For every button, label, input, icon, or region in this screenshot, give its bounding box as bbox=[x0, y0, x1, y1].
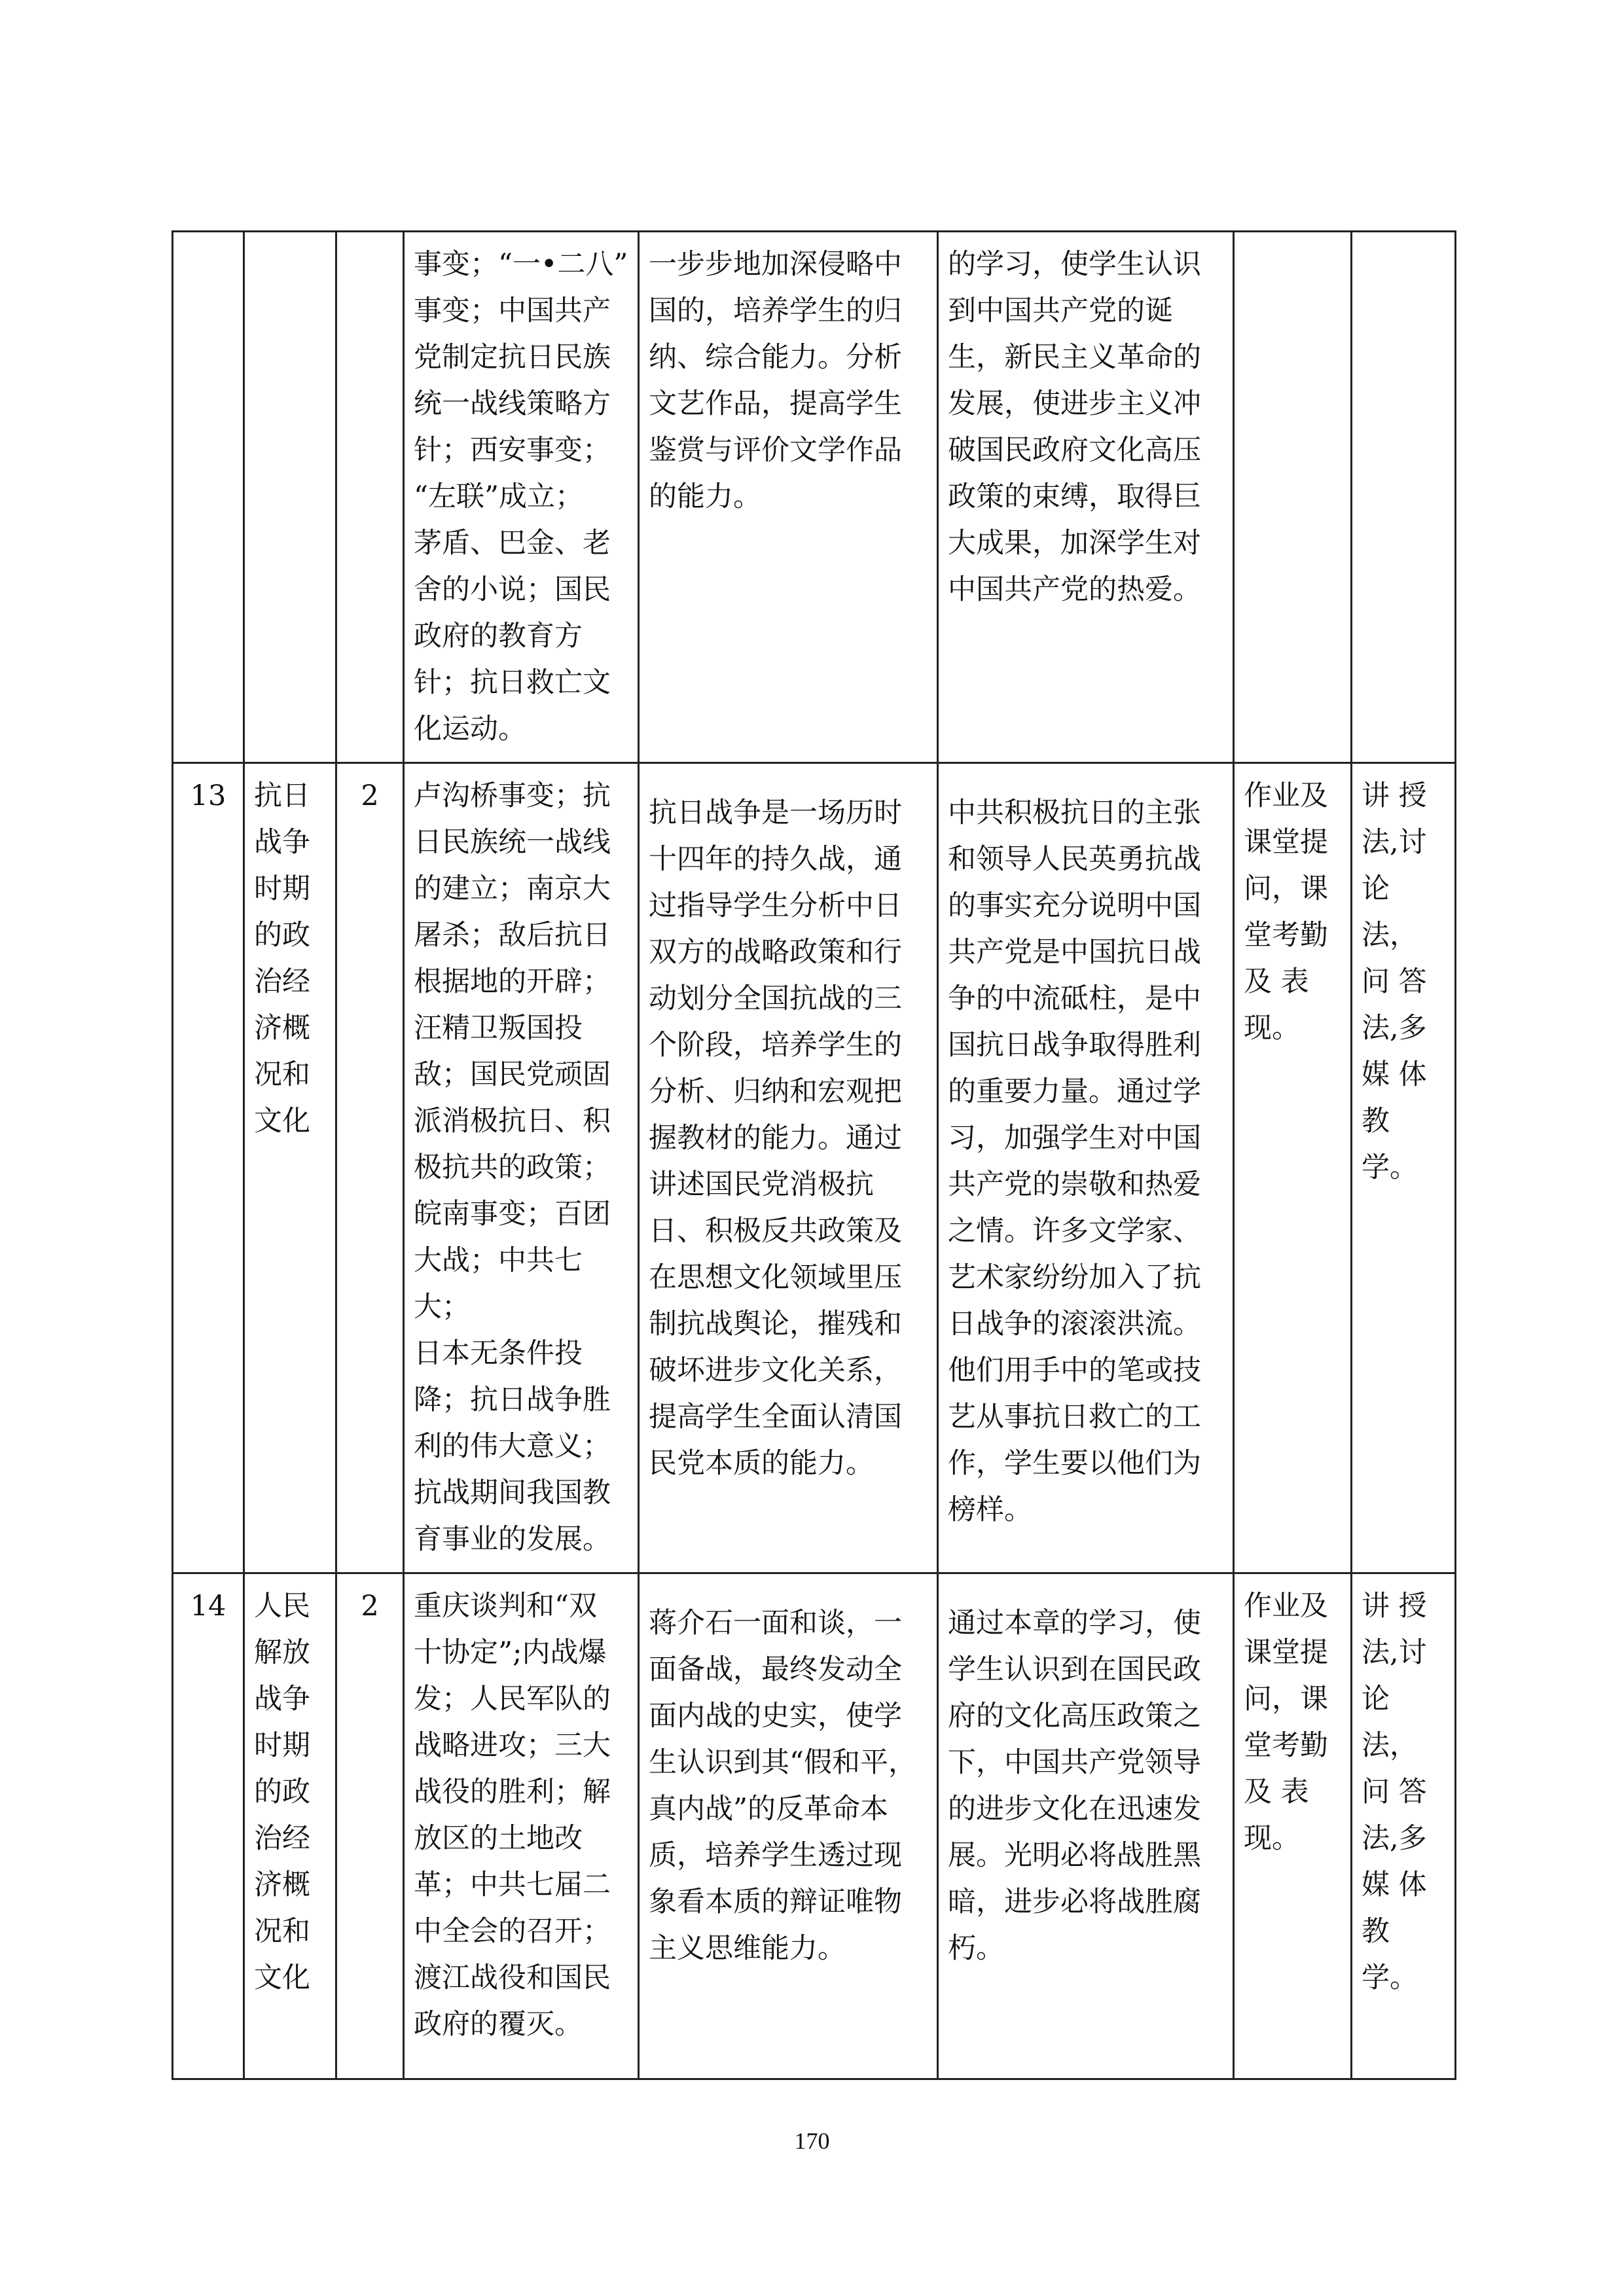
assessment-cell bbox=[1234, 232, 1352, 763]
table-row bbox=[173, 232, 1456, 763]
row-number-cell bbox=[173, 232, 244, 763]
class-hours-cell: 2 bbox=[336, 763, 404, 1573]
teaching-method-cell bbox=[1352, 232, 1456, 763]
chapter-topic-cell: 抗日 战争 时期 的政 治经 济概 况和 文化 bbox=[244, 763, 336, 1573]
ideological-goal-cell: 通过本章的学习，使 学生认识到在国民政 府的文化高压政策之 下，中国共产党领导 的进步文化在迅速发 展。光明必将战胜黑 暗，进步必将战胜腐 朽。 bbox=[938, 1573, 1234, 2079]
class-hours-cell bbox=[336, 232, 404, 763]
teaching-content-cell: 事变；“一•二八” 事变；中国共产 党制定抗日民族 统一战线策略方 针；西安事变； “左联”成立； 茅盾、巴金、老 舍的小说；国民 政府的教育方 针；抗日救亡文 化运动。 bbox=[404, 232, 639, 763]
teaching-content-cell: 重庆谈判和“双 十协定”;内战爆 发；人民军队的 战略进攻；三大 战役的胜利；解 放区的土地改 革；中共七届二 中全会的召开； 渡江战役和国民 政府的覆灭。 bbox=[404, 1573, 639, 2079]
chapter-topic-cell: 人民 解放 战争 时期 的政 治经 济概 况和 文化 bbox=[244, 1573, 336, 2079]
teaching-goal-cell: 抗日战争是一场历时 十四年的持久战，通 过指导学生分析中日 双方的战略政策和行 动划分全国抗战的三 个阶段，培养学生的 分析、归纳和宏观把 握教材的能力。通过 讲述国民党消极抗 日、积极反共政策及 在思想文化领域里压 制抗战舆论，摧残和 破坏进步文化关系， 提高学生全面认清国 民党本质的能力。 bbox=[639, 763, 938, 1573]
row-number-cell: 14 bbox=[173, 1573, 244, 2079]
teaching-method-cell: 讲 授 法,讨 论法， 问 答 法,多 媒 体 教学。 bbox=[1352, 1573, 1456, 2079]
table-row bbox=[173, 1573, 1456, 2079]
class-hours-cell: 2 bbox=[336, 1573, 404, 2079]
ideological-goal-cell: 的学习，使学生认识 到中国共产党的诞 生，新民主义革命的 发展，使进步主义冲 破国民政府文化高压 政策的束缚，取得巨 大成果，加深学生对 中国共产党的热爱。 bbox=[938, 232, 1234, 763]
teaching-goal-cell: 蒋介石一面和谈，一 面备战，最终发动全 面内战的史实，使学 生认识到其“假和平， 真内战”的反革命本 质，培养学生透过现 象看本质的辩证唯物 主义思维能力。 bbox=[639, 1573, 938, 2079]
chapter-topic-cell bbox=[244, 232, 336, 763]
row-number-cell: 13 bbox=[173, 763, 244, 1573]
table-row bbox=[173, 763, 1456, 1573]
syllabus-table bbox=[171, 230, 1456, 2080]
teaching-goal-cell: 一步步地加深侵略中 国的，培养学生的归 纳、综合能力。分析 文艺作品，提高学生 鉴赏与评价文学作品 的能力。 bbox=[639, 232, 938, 763]
ideological-goal-cell: 中共积极抗日的主张 和领导人民英勇抗战 的事实充分说明中国 共产党是中国抗日战 争的中流砥柱，是中 国抗日战争取得胜利 的重要力量。通过学 习，加强学生对中国 共产党的崇敬和热爱 之情。许多文学家、 艺术家纷纷加入了抗 日战争的滚滚洪流。 他们用手中的笔或技 艺从事抗日救亡的工 作，学生要以他们为 榜样。 bbox=[938, 763, 1234, 1573]
teaching-method-cell: 讲 授 法,讨 论法， 问 答 法,多 媒 体 教学。 bbox=[1352, 763, 1456, 1573]
page-number: 170 bbox=[794, 2128, 830, 2154]
assessment-cell: 作业及 课堂提 问，课 堂考勤 及 表 现。 bbox=[1234, 1573, 1352, 2079]
teaching-content-cell: 卢沟桥事变；抗 日民族统一战线 的建立；南京大 屠杀；敌后抗日 根据地的开辟； 汪精卫叛国投 敌；国民党顽固 派消极抗日、积 极抗共的政策； 皖南事变；百团 大战；中共七大； 日本无条件投 降；抗日战争胜 利的伟大意义； 抗战期间我国教 育事业的发展。 bbox=[404, 763, 639, 1573]
assessment-cell: 作业及 课堂提 问，课 堂考勤 及 表 现。 bbox=[1234, 763, 1352, 1573]
